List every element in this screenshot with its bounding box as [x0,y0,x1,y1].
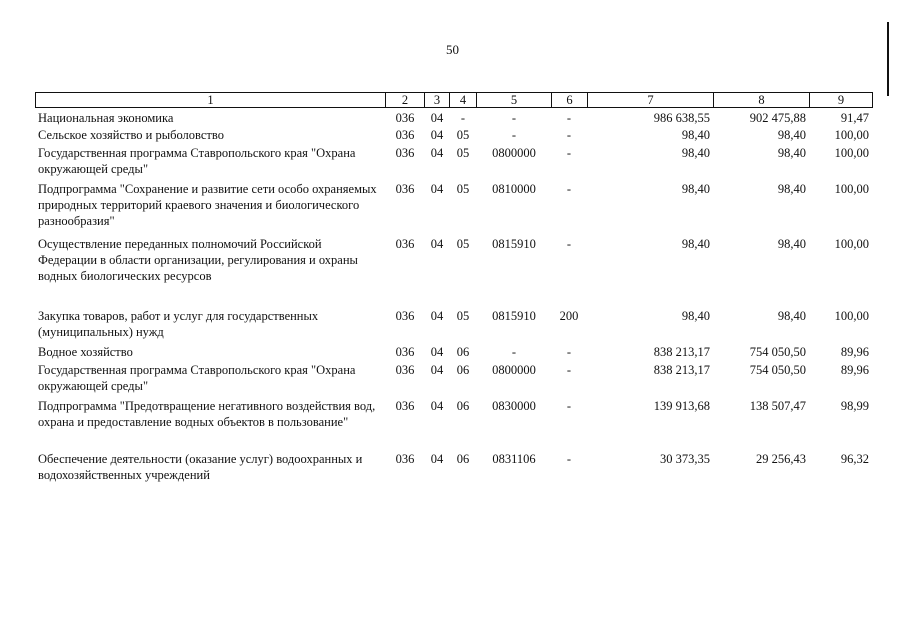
row-col-5: 0800000 [492,363,536,377]
row-col-7: 98,40 [681,237,710,251]
row-col-3: 04 [430,128,444,142]
row-col-9: 96,32 [840,452,869,466]
header-cell-9: 9 [837,93,845,107]
row-name: Закупка товаров, работ и услуг для государственных (муниципальных) нужд [38,309,319,339]
margin-rule [887,22,889,96]
row-col-6: - [566,237,572,251]
row-col-5: 0830000 [492,399,536,413]
row-name: Национальная экономика [38,111,174,125]
row-col-8: 29 256,43 [756,452,806,466]
row-col-4: 06 [456,345,470,359]
row-col-2: 036 [395,363,415,377]
row-col-3: 04 [430,452,444,466]
row-col-8: 98,40 [777,146,806,160]
row-col-7: 986 638,55 [653,111,710,125]
row-col-4: 06 [456,363,470,377]
row-col-9: 100,00 [834,128,869,142]
header-cell-8: 8 [758,93,765,107]
header-cell-2: 2 [401,93,409,107]
row-col-8: 138 507,47 [749,399,806,413]
row-col-7: 98,40 [681,128,710,142]
row-col-5: 0800000 [492,146,536,160]
row-col-6: - [566,363,572,377]
row-col-6: - [566,111,572,125]
row-col-9: 89,96 [840,345,869,359]
row-col-6: - [566,182,572,196]
row-col-3: 04 [430,146,444,160]
row-col-3: 04 [430,182,444,196]
row-col-2: 036 [395,128,415,142]
row-col-8: 902 475,88 [749,111,806,125]
row-col-7: 30 373,35 [660,452,710,466]
row-name: Государственная программа Ставропольского края "Охрана окружающей среды" [38,363,356,393]
row-col-5: - [511,128,517,142]
row-col-4: 05 [456,182,470,196]
row-col-9: 89,96 [840,363,869,377]
row-name: Обеспечение деятельности (оказание услуг) водоохранных и водохозяйственных учреждений [38,452,363,482]
row-col-9: 100,00 [834,237,869,251]
row-col-6: - [566,399,572,413]
row-col-4: 05 [456,309,470,323]
header-cell-6: 6 [566,93,573,107]
row-col-3: 04 [430,363,444,377]
row-col-5: 0815910 [492,237,536,251]
row-col-4: 05 [456,128,470,142]
row-col-2: 036 [395,345,415,359]
row-col-6: - [566,452,572,466]
row-col-2: 036 [395,146,415,160]
row-col-5: - [511,111,517,125]
row-col-4: 06 [456,399,470,413]
row-col-2: 036 [395,309,415,323]
row-col-6: - [566,345,572,359]
row-name: Подпрограмма "Предотвращение негативного воздействия вод, охрана и предоставление водных объектов в пользование" [38,399,376,429]
row-col-8: 98,40 [777,128,806,142]
row-name: Водное хозяйство [38,345,133,359]
row-col-8: 98,40 [777,237,806,251]
header-cell-5: 5 [510,93,518,107]
row-col-6: 200 [559,309,579,323]
row-col-8: 98,40 [777,309,806,323]
row-name: Государственная программа Ставропольского края "Охрана окружающей среды" [38,146,356,176]
row-col-3: 04 [430,237,444,251]
row-col-7: 838 213,17 [653,363,710,377]
row-name: Сельское хозяйство и рыболовство [38,128,224,142]
row-col-9: 100,00 [834,146,869,160]
header-cell-7: 7 [647,93,654,107]
row-col-8: 98,40 [777,182,806,196]
row-col-7: 139 913,68 [653,399,710,413]
table-header [35,92,873,108]
row-col-4: 05 [456,237,470,251]
row-col-4: 05 [456,146,470,160]
row-col-2: 036 [395,182,415,196]
row-col-3: 04 [430,399,444,413]
row-col-5: - [511,345,517,359]
row-col-9: 100,00 [834,309,869,323]
page-number: 50 [446,42,459,57]
row-col-6: - [566,128,572,142]
header-cell-4: 4 [459,93,467,107]
row-col-2: 036 [395,399,415,413]
header-cell-1: 1 [207,93,214,107]
row-col-6: - [566,146,572,160]
row-col-8: 754 050,50 [749,345,806,359]
row-col-2: 036 [395,237,415,251]
row-col-7: 98,40 [681,309,710,323]
row-name: Осуществление переданных полномочий Российской Федерации в области организации, регулирования и охраны водных биологических ресурсов [38,237,358,283]
row-col-4: - [460,111,466,125]
row-col-5: 0815910 [492,309,536,323]
row-name: Подпрограмма "Сохранение и развитие сети особо охраняемых природных территорий краевого значения и биологического разнообразия" [38,182,377,228]
row-col-5: 0810000 [492,182,536,196]
row-col-4: 06 [456,452,470,466]
row-col-7: 98,40 [681,182,710,196]
row-col-2: 036 [395,452,415,466]
row-col-9: 98,99 [840,399,869,413]
row-col-3: 04 [430,345,444,359]
row-col-3: 04 [430,309,444,323]
row-col-5: 0831106 [492,452,536,466]
row-col-3: 04 [430,111,444,125]
row-col-7: 838 213,17 [653,345,710,359]
row-col-8: 754 050,50 [749,363,806,377]
row-col-9: 100,00 [834,182,869,196]
header-cell-3: 3 [433,93,441,107]
row-col-2: 036 [395,111,415,125]
row-col-9: 91,47 [840,111,869,125]
row-col-7: 98,40 [681,146,710,160]
